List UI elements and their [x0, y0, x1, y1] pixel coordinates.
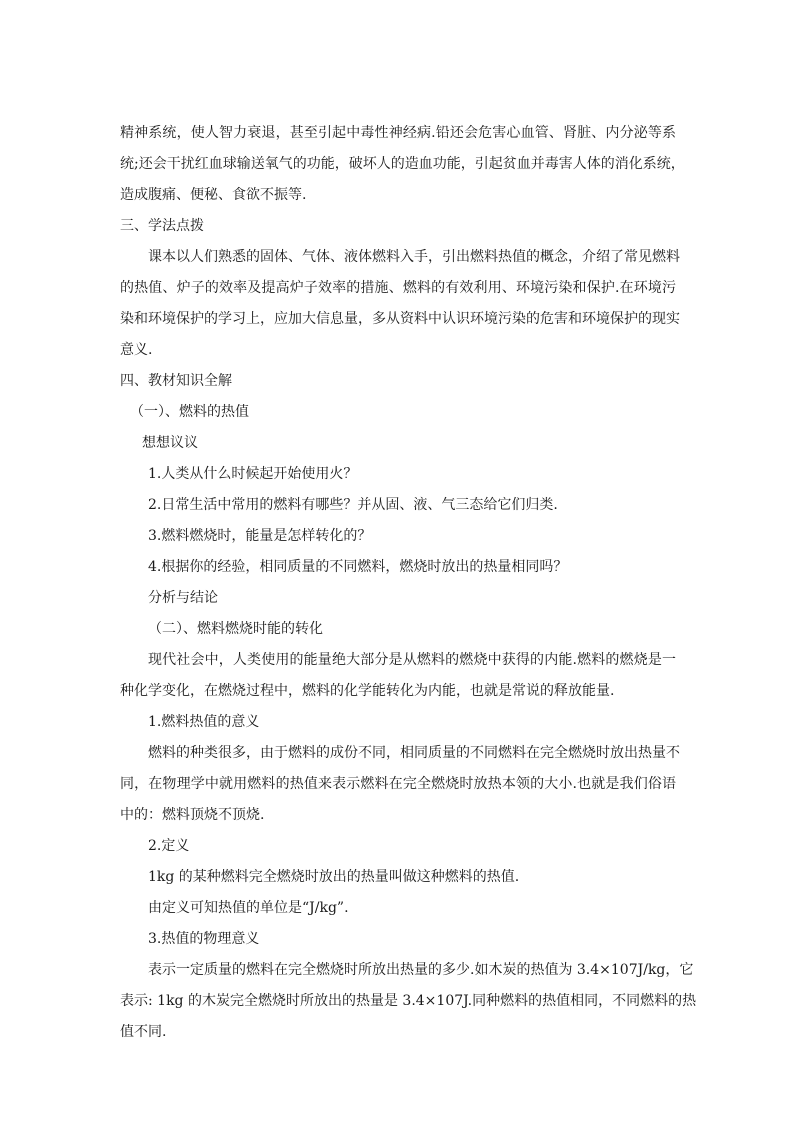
text-line: 1kg 的某种燃料完全燃烧时放出的热量叫做这种燃料的热值.	[148, 869, 520, 885]
text-line: 三、学法点拨	[120, 218, 204, 234]
text-line: 燃料的种类很多，由于燃料的成份不同，相同质量的不同燃料在完全燃烧时放出热量不	[148, 745, 680, 761]
text-line: 由定义可知热值的单位是“J/kg”.	[148, 900, 349, 916]
text-line: 2.定义	[148, 838, 190, 854]
text-line: 精神系统，使人智力衰退，甚至引起中毒性神经病.铅还会危害心血管、肾脏、内分泌等系	[120, 125, 676, 141]
text-line: 四、教材知识全解	[120, 373, 232, 389]
text-line: （一）、燃料的热值	[130, 404, 249, 420]
text-line: 2.日常生活中常用的燃料有哪些？并从固、液、气三态给它们归类.	[148, 497, 558, 513]
text-line: 统;还会干扰红血球输送氧气的功能，破坏人的造血功能，引起贫血并毒害人体的消化系统，	[120, 156, 685, 172]
text-line: 表示一定质量的燃料在完全燃烧时所放出热量的多少.如木炭的热值为 3.4×107J/kg，它	[148, 962, 694, 978]
document-page	[120, 118, 697, 1048]
text-line: 现代社会中，人类使用的能量绝大部分是从燃料的燃烧中获得的内能.燃料的燃烧是一	[148, 652, 676, 668]
text-line: 想想议议	[142, 435, 198, 451]
text-line: 种化学变化，在燃烧过程中，燃料的化学能转化为内能，也就是常说的释放能量.	[120, 683, 615, 699]
text-line: 3.燃料燃烧时，能量是怎样转化的？	[148, 528, 372, 544]
text-line: （二）、燃料燃烧时能的转化	[148, 621, 323, 637]
text-line: 表示: 1kg 的木炭完全燃烧时所放出的热量是 3.4×107J.同种燃料的热值相同，不同燃料的热	[120, 993, 697, 1009]
text-line: 中的：燃料顶烧不顶烧.	[120, 807, 265, 823]
text-line: 课本以人们熟悉的固体、气体、液体燃料入手，引出燃料热值的概念，介绍了常见燃料	[148, 249, 680, 265]
text-line: 4.根据你的经验，相同质量的不同燃料，燃烧时放出的热量相同吗？	[148, 559, 568, 575]
text-line: 造成腹痛、便秘、食欲不振等.	[120, 187, 307, 203]
text-line: 3.热值的物理意义	[148, 931, 260, 947]
text-line: 意义.	[120, 342, 153, 358]
text-line: 值不同.	[120, 1024, 167, 1040]
text-line: 同，在物理学中就用燃料的热值来表示燃料在完全燃烧时放热本领的大小.也就是我们俗语	[120, 776, 676, 792]
text-line: 分析与结论	[148, 590, 218, 606]
text-line: 的热值、炉子的效率及提高炉子效率的措施、燃料的有效利用、环境污染和保护.在环境污	[120, 280, 676, 296]
text-line: 1.燃料热值的意义	[148, 714, 260, 730]
text-line: 1.人类从什么时候起开始使用火？	[148, 466, 358, 482]
text-line: 染和环境保护的学习上，应加大信息量，多从资料中认识环境污染的危害和环境保护的现实	[120, 311, 680, 327]
